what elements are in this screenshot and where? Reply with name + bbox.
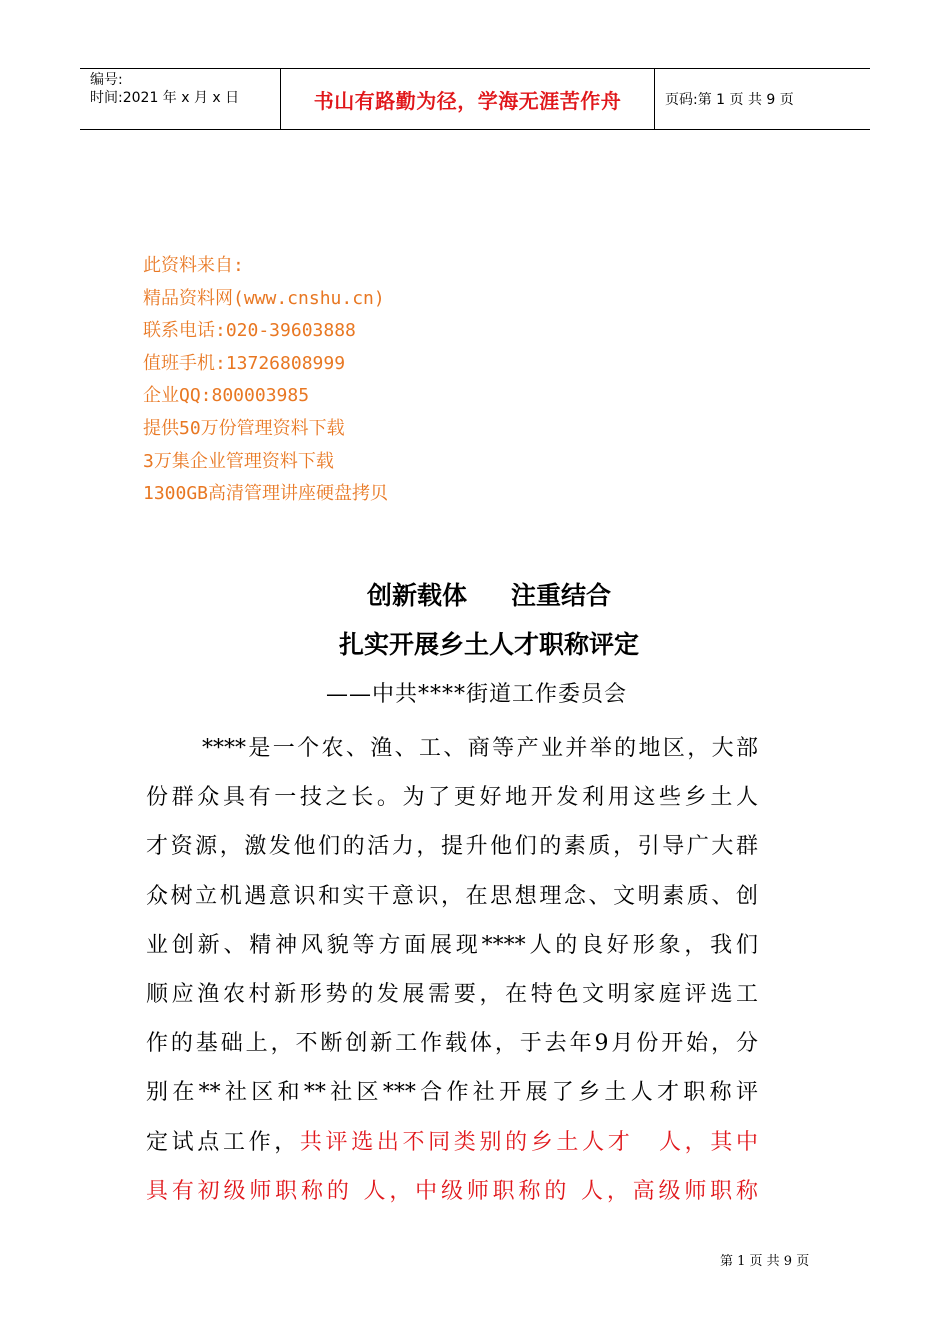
source-line: 企业QQ:800003985 (143, 385, 310, 407)
header-page-number: 页码:第 1 页 共 9 页 (665, 92, 794, 108)
title-part-2: 注重结合 (511, 581, 612, 610)
body-line: 业创新、精神风貌等方面展现****人的良好形象，我们 (146, 932, 758, 958)
article-body (146, 724, 758, 1216)
body-line (146, 1118, 758, 1167)
date-label: 时间:2021 年 x 月 x 日 (90, 90, 240, 106)
body-line: 份群众具有一技之长。为了更好地开发利用这些乡土人 (146, 785, 758, 811)
body-text-black: 定试点工作， (146, 1129, 300, 1155)
header-motto: 书山有路勤为径，学海无涯苦作舟 (281, 69, 655, 129)
body-line: ****是一个农、渔、工、商等产业并举的地区，大部 (202, 736, 758, 761)
document-header (80, 68, 870, 130)
source-line: 精品资料网(www.cnshu.cn) (143, 287, 385, 309)
source-line: 提供50万份管理资料下载 (143, 417, 345, 439)
body-line: 众树立机遇意识和实干意识，在思想理念、文明素质、创 (146, 883, 758, 909)
source-line: 联系电话:020-39603888 (143, 320, 356, 342)
number-label: 编号: (90, 72, 123, 88)
body-text-red: 共评选出不同类别的乡土人才 人，其中 (299, 1129, 758, 1155)
source-line: 1300GB高清管理讲座硬盘拷贝 (143, 483, 389, 505)
body-line-red: 具有初级师职称的 人，中级师职称的 人，高级师职称 (146, 1178, 758, 1204)
source-line: 此资料来自: (143, 255, 244, 276)
body-line: 才资源，激发他们的活力，提升他们的素质，引导广大群 (146, 834, 758, 860)
page-footer: 第 1 页 共 9 页 (720, 1254, 810, 1269)
article-author: ——中共****街道工作委员会 (326, 682, 628, 707)
source-info-block (143, 250, 388, 511)
article-title (14, 576, 950, 612)
body-line: 顺应渔农村新形势的发展需要，在特色文明家庭评选工 (146, 981, 758, 1007)
header-meta (80, 69, 281, 129)
article-title-line-2: 扎实开展乡土人才职称评定 (338, 630, 639, 659)
source-line: 3万集企业管理资料下载 (143, 450, 334, 472)
body-line: 作的基础上，不断创新工作载体，于去年9月份开始，分 (146, 1031, 758, 1057)
body-line: 别在**社区和**社区***合作社开展了乡土人才职称评 (146, 1080, 758, 1106)
source-line: 值班手机:13726808999 (143, 352, 346, 374)
title-part-1: 创新载体 (366, 581, 467, 610)
